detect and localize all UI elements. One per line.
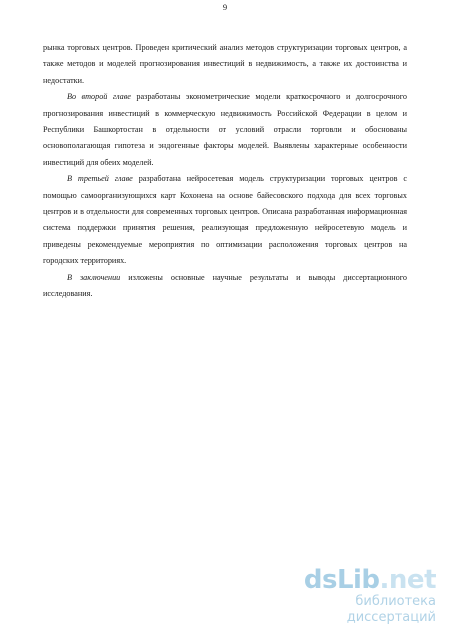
document-body <box>43 40 407 303</box>
watermark-tagline: библиотека диссертаций <box>346 594 436 625</box>
paragraph-third-chapter <box>43 171 407 269</box>
watermark-brand-main: dsLib <box>303 565 380 595</box>
page-number: 9 <box>222 2 228 12</box>
chapter-lead: Во второй главе <box>67 92 131 102</box>
paragraph-text: рынка торговых центров. Проведен критический анализ методов структуризации торговых центров, а также методов и моделей прогнозирования инвестиций в недвижимость, а также их достоинства и недостатки. <box>43 43 407 85</box>
watermark-brand-tld: .net <box>379 565 436 595</box>
paragraph-intro-continuation <box>43 40 407 89</box>
paragraph-second-chapter <box>43 89 407 171</box>
chapter-lead: В заключении <box>67 272 121 282</box>
chapter-lead: В третьей главе <box>67 174 133 184</box>
dslib-watermark <box>286 566 436 626</box>
paragraph-text: изложены основные научные результаты и выводы диссертационного исследования. <box>43 272 407 299</box>
watermark-logo <box>304 566 436 594</box>
paragraph-text: разработана нейросетевая модель структуризации торговых центров с помощью самоорганизующихся карт Кохонена на основе байесовского подхода для всех торговых центров и в отдельности для современных торговых центров. Описана разработанная информационная система поддержки принятия решения, реализующая предложенную нейросетевую модель и приведены рекомендуемые мероприятия по оптимизации расположения торговых центров на городских территориях. <box>43 174 407 266</box>
paragraph-conclusion <box>43 270 407 303</box>
paragraph-text: разработаны эконометрические модели краткосрочного и долгосрочного прогнозирования инвестиций в коммерческую недвижимость Российской Федерации в целом и Республики Башкортостан в отдельности от условий отрасли торговли и обоснованы основополагающая гипотеза и эндогенные факторы моделей. Выявлены характерные особенности инвестиций для обеих моделей. <box>43 92 407 167</box>
